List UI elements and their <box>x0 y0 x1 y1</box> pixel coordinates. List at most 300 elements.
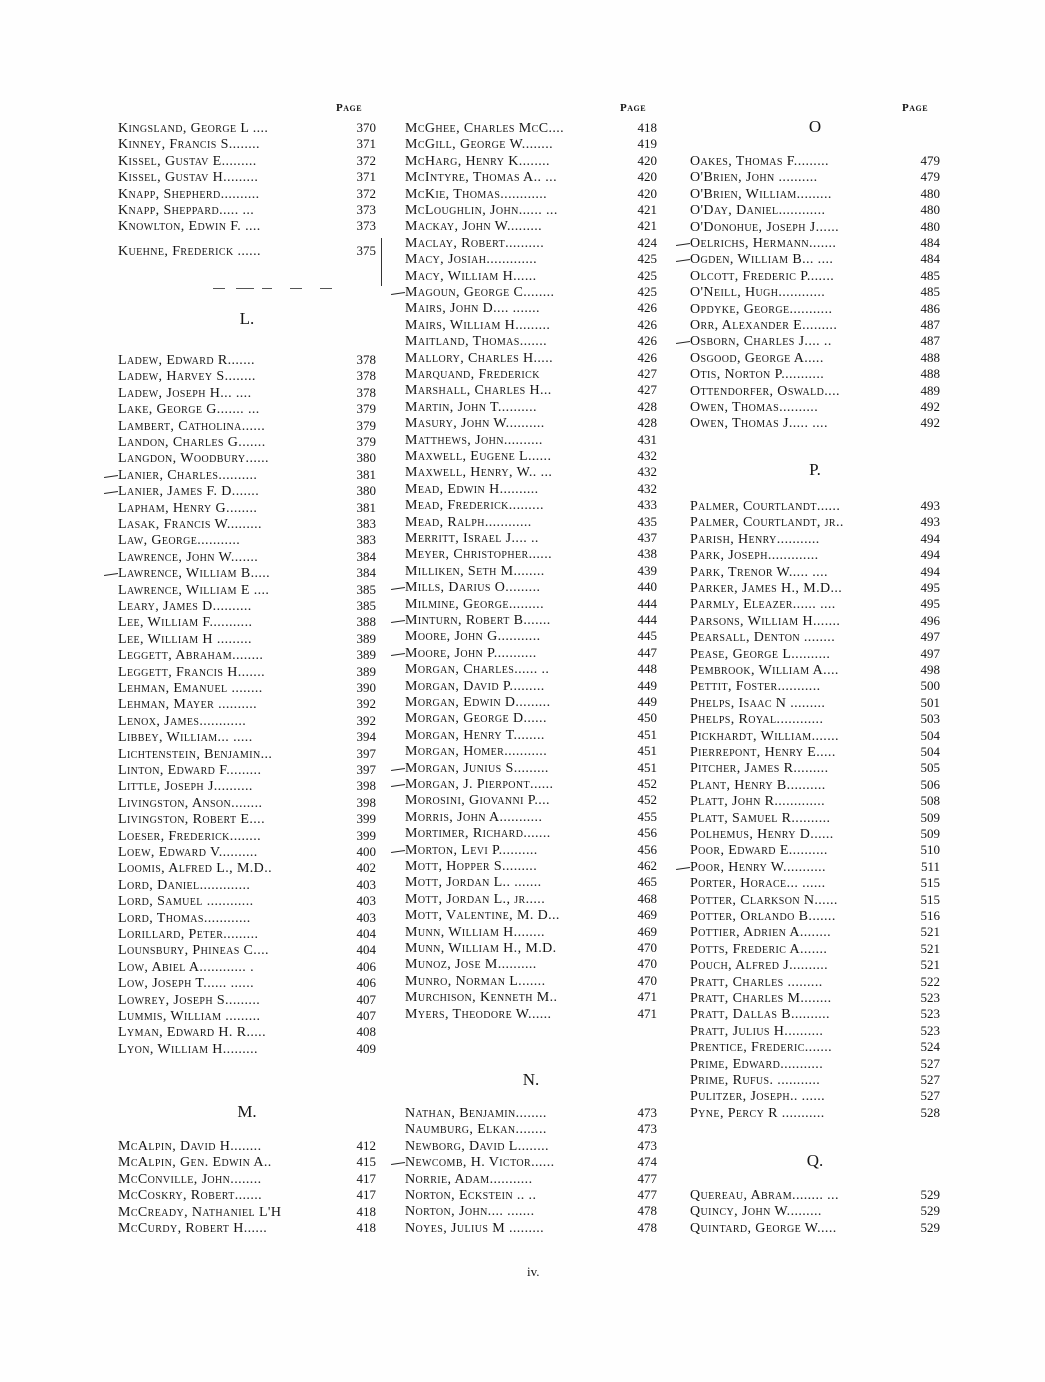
entry-page-number: 418 <box>356 1220 376 1235</box>
index-entry <box>118 153 376 169</box>
index-entry <box>118 992 376 1008</box>
entry-name: Lichtenstein, Benjamin... <box>118 746 273 762</box>
entry-page-number: 403 <box>356 909 376 925</box>
index-entry <box>405 464 657 480</box>
entry-name: Loew, Edward V.......... <box>118 845 258 860</box>
pencil-mark <box>391 587 405 590</box>
index-entry <box>690 202 940 218</box>
entry-name: Pitcher, James R......... <box>690 761 829 777</box>
index-entry <box>405 399 657 415</box>
entry-page-number: 397 <box>356 762 376 777</box>
index-entry <box>690 892 940 908</box>
entry-page-number: 493 <box>920 498 940 513</box>
entry-page-number: 428 <box>637 398 657 414</box>
entry-page-number: 385 <box>356 598 376 613</box>
entry-page-number: 469 <box>637 923 657 939</box>
index-entry <box>118 844 376 860</box>
index-entry <box>405 924 657 940</box>
entry-page-number: 465 <box>637 874 657 890</box>
index-entry <box>690 1105 940 1121</box>
entry-page-number: 524 <box>920 1039 940 1055</box>
index-entry <box>118 202 376 218</box>
index-entry <box>405 596 657 612</box>
index-entry <box>118 647 376 663</box>
entry-page-number: 523 <box>920 1022 940 1038</box>
index-entry <box>118 696 376 712</box>
entry-name: Lasak, Francis W......... <box>118 517 262 532</box>
entry-name: Ladew, Edward R....... <box>118 353 255 368</box>
index-entry <box>118 1187 376 1203</box>
entry-name: Lee, William H ......... <box>118 631 252 647</box>
entry-page-number: 522 <box>920 973 940 989</box>
entry-page-number: 399 <box>356 811 376 827</box>
index-entry <box>118 120 376 136</box>
index-entry <box>405 874 657 890</box>
index-entry <box>405 579 657 595</box>
dash-rule <box>236 288 254 289</box>
index-entry <box>118 910 376 926</box>
index-entry <box>118 713 376 729</box>
index-entry <box>118 664 376 680</box>
index-entry <box>405 858 657 874</box>
entry-name: Noyes, Julius M ......... <box>405 1220 545 1236</box>
pencil-mark <box>104 573 118 576</box>
entry-page-number: 398 <box>356 778 376 794</box>
entry-page-number: 425 <box>637 284 657 299</box>
entry-page-number: 450 <box>637 710 657 726</box>
index-entry <box>690 350 940 366</box>
entry-name: Merritt, Israel J.... .. <box>405 531 539 546</box>
page-column-header: Page <box>620 102 647 114</box>
entry-name: O'Brien, William......... <box>690 186 832 202</box>
entry-page-number: 494 <box>920 547 940 563</box>
entry-page-number: 440 <box>637 579 657 595</box>
entry-name: McCoskry, Robert....... <box>118 1188 263 1204</box>
entry-page-number: 529 <box>920 1187 940 1202</box>
pencil-mark <box>391 653 405 656</box>
entry-name: Mead, Frederick......... <box>405 498 544 514</box>
entry-name: Oakes, Thomas F......... <box>690 154 829 169</box>
entry-name: Leary, James D.......... <box>118 599 252 614</box>
entry-page-number: 379 <box>356 401 376 417</box>
entry-name: Pottier, Adrien A........ <box>690 925 832 941</box>
entry-page-number: 516 <box>920 908 940 923</box>
entry-name: Newcomb, H. Victor...... <box>405 1155 555 1171</box>
entry-name: Prentice, Frederic....... <box>690 1040 833 1056</box>
index-entry <box>690 695 940 711</box>
entry-page-number: 493 <box>920 514 940 530</box>
entry-name: Pratt, Julius H.......... <box>690 1023 824 1039</box>
entry-page-number: 438 <box>637 546 657 562</box>
entry-name: Moore, John P........... <box>405 645 537 661</box>
entry-name: Orr, Alexander E......... <box>690 318 838 333</box>
index-entry <box>405 907 657 923</box>
entry-page-number: 383 <box>356 532 376 548</box>
entry-page-number: 495 <box>920 596 940 612</box>
entry-name: Lyon, William H......... <box>118 1041 258 1057</box>
entry-page-number: 515 <box>920 891 940 907</box>
index-entry <box>405 1220 657 1236</box>
index-entry <box>118 1220 376 1236</box>
index-entry <box>118 1008 376 1024</box>
section-letter: N. <box>522 1070 540 1089</box>
entry-name: Kuehne, Frederick ...... <box>118 243 261 259</box>
index-entry <box>118 959 376 975</box>
pencil-mark <box>391 292 405 295</box>
entry-name: Morosini, Giovanni P.... <box>405 793 550 809</box>
index-entry <box>405 825 657 841</box>
section-letter: Q. <box>806 1151 824 1170</box>
index-entry <box>405 415 657 431</box>
entry-page-number: 498 <box>920 662 940 677</box>
entry-page-number: 515 <box>920 875 940 891</box>
index-entry <box>405 546 657 562</box>
entry-page-number: 427 <box>637 366 657 381</box>
entry-page-number: 392 <box>356 712 376 728</box>
index-entry <box>690 531 940 547</box>
index-entry <box>690 366 940 382</box>
entry-name: O'Brien, John .......... <box>690 170 818 186</box>
entry-page-number: 420 <box>637 152 657 168</box>
index-entry <box>118 1204 376 1220</box>
index-entry <box>405 186 657 202</box>
index-entry <box>405 432 657 448</box>
index-entry <box>405 317 657 333</box>
index-entry <box>690 284 940 300</box>
entry-page-number: 494 <box>920 563 940 579</box>
index-entry <box>118 418 376 434</box>
entry-page-number: 456 <box>637 825 657 841</box>
entry-page-number: 488 <box>920 349 940 365</box>
index-entry <box>118 680 376 696</box>
entry-name: Macy, William H...... <box>405 268 537 284</box>
entry-name: McAlpin, Gen. Edwin A.. <box>118 1155 272 1171</box>
section-letter: O <box>808 117 822 136</box>
entry-page-number: 384 <box>356 548 376 564</box>
index-entry <box>118 926 376 942</box>
entry-name: Knapp, Sheppard..... ... <box>118 203 255 218</box>
entry-name: Lord, Samuel ............ <box>118 894 254 910</box>
index-entry <box>690 1203 940 1219</box>
index-entry <box>405 136 657 152</box>
pencil-mark <box>391 1162 405 1165</box>
index-entry <box>690 941 940 957</box>
entry-name: Mills, Darius O......... <box>405 580 541 596</box>
entry-page-number: 452 <box>637 776 657 791</box>
index-entry <box>690 415 940 431</box>
entry-name: Magoun, George C........ <box>405 285 555 300</box>
entry-name: Munn, William H........ <box>405 924 545 940</box>
index-entry <box>118 434 376 450</box>
entry-page-number: 418 <box>637 120 657 135</box>
index-entry <box>405 300 657 316</box>
entry-page-number: 521 <box>920 957 940 973</box>
entry-page-number: 506 <box>920 776 940 792</box>
entry-name: Palmer, Courtlandt, jr.. <box>690 515 844 531</box>
entry-page-number: 529 <box>920 1219 940 1235</box>
entry-name: McGhee, Charles McC.... <box>405 121 565 136</box>
entry-page-number: 381 <box>356 466 376 482</box>
entry-name: Milmine, George......... <box>405 596 544 612</box>
entry-name: Quintard, George W..... <box>690 1220 837 1236</box>
entry-name: Lehman, Emanuel ........ <box>118 681 263 696</box>
entry-name: McHarg, Henry K........ <box>405 153 550 169</box>
entry-page-number: 437 <box>637 530 657 545</box>
entry-name: Pratt, Dallas B.......... <box>690 1007 830 1023</box>
entry-page-number: 403 <box>356 876 376 892</box>
entry-name: Low, Abiel A............ . <box>118 959 255 975</box>
entry-name: Palmer, Courtlandt...... <box>690 499 841 514</box>
entry-name: Morgan, Charles...... .. <box>405 662 550 678</box>
entry-name: Potter, Clarkson N...... <box>690 892 838 908</box>
entry-name: Morgan, Homer........... <box>405 744 548 760</box>
entry-name: McIntyre, Thomas A.. ... <box>405 170 557 186</box>
entry-name: Park, Joseph............. <box>690 548 819 564</box>
index-entry <box>405 612 657 628</box>
entry-name: McGill, George W........ <box>405 137 553 153</box>
entry-name: Ogden, William B... .... <box>690 252 834 268</box>
entry-page-number: 492 <box>920 399 940 414</box>
index-entry <box>118 860 376 876</box>
entry-page-number: 409 <box>356 1040 376 1056</box>
entry-name: Mott, Hopper S......... <box>405 859 538 874</box>
entry-page-number: 478 <box>637 1203 657 1219</box>
index-entry <box>690 186 940 202</box>
entry-name: Owen, Thomas.......... <box>690 400 819 415</box>
entry-page-number: 421 <box>637 218 657 234</box>
entry-page-number: 372 <box>356 152 376 168</box>
index-entry <box>118 614 376 630</box>
entry-page-number: 371 <box>356 169 376 185</box>
entry-page-number: 428 <box>637 415 657 431</box>
entry-page-number: 462 <box>637 858 657 873</box>
entry-name: Park, Trenor W..... .... <box>690 564 828 580</box>
entry-name: Lanier, James F. D....... <box>118 484 260 500</box>
index-entry <box>690 826 940 842</box>
index-entry <box>690 859 940 875</box>
entry-name: Maclay, Robert.......... <box>405 235 545 251</box>
entry-name: Phelps, Royal............ <box>690 712 824 728</box>
entry-page-number: 426 <box>637 333 657 349</box>
index-entry <box>690 399 940 415</box>
index-entry <box>690 908 940 924</box>
entry-name: Morgan, J. Pierpont...... <box>405 777 554 792</box>
entry-page-number: 448 <box>637 661 657 677</box>
entry-name: Quincy, John W......... <box>690 1204 822 1220</box>
entry-page-number: 485 <box>920 284 940 300</box>
index-entry <box>690 169 940 185</box>
entry-name: Pease, George L.......... <box>690 646 831 662</box>
index-entry <box>690 777 940 793</box>
entry-page-number: 381 <box>356 499 376 515</box>
entry-page-number: 390 <box>356 680 376 695</box>
index-entry <box>405 218 657 234</box>
entry-page-number: 473 <box>637 1121 657 1137</box>
entry-page-number: 380 <box>356 450 376 466</box>
entry-name: Marshall, Charles H... <box>405 383 552 399</box>
entry-name: Low, Joseph T...... ...... <box>118 976 254 992</box>
entry-name: Platt, John R............. <box>690 794 826 810</box>
entry-name: Morgan, David P......... <box>405 678 545 694</box>
index-entry <box>690 957 940 973</box>
entry-name: Leggett, Francis H....... <box>118 664 265 680</box>
entry-page-number: 417 <box>356 1187 376 1203</box>
entry-name: McCready, Nathaniel L'H <box>118 1204 282 1220</box>
entry-name: Moore, John G........... <box>405 629 541 645</box>
entry-page-number: 478 <box>637 1219 657 1235</box>
entry-name: Linton, Edward F......... <box>118 763 262 778</box>
entry-page-number: 371 <box>356 136 376 152</box>
entry-page-number: 479 <box>920 169 940 185</box>
entry-name: Quereau, Abram........ ... <box>690 1188 839 1203</box>
entry-page-number: 455 <box>637 808 657 824</box>
entry-page-number: 449 <box>637 677 657 693</box>
entry-name: Murchison, Kenneth M.. <box>405 990 558 1006</box>
entry-page-number: 477 <box>637 1187 657 1202</box>
index-entry <box>118 893 376 909</box>
index-entry <box>690 662 940 678</box>
entry-name: Lee, William F........... <box>118 615 253 631</box>
entry-page-number: 497 <box>920 629 940 645</box>
entry-page-number: 444 <box>637 595 657 611</box>
entry-page-number: 378 <box>356 368 376 384</box>
entry-name: Phelps, Isaac N ......... <box>690 695 826 711</box>
entry-page-number: 432 <box>637 480 657 496</box>
entry-name: Oelrichs, Hermann....... <box>690 236 837 251</box>
index-entry <box>690 317 940 333</box>
entry-page-number: 417 <box>356 1170 376 1186</box>
index-entry <box>118 1138 376 1154</box>
entry-name: Owen, Thomas J..... .... <box>690 416 828 432</box>
entry-name: Pickhardt, William....... <box>690 728 839 744</box>
index-entry <box>690 514 940 530</box>
entry-name: Kinney, Francis S........ <box>118 137 260 153</box>
pencil-mark <box>391 850 405 853</box>
entry-page-number: 479 <box>920 153 940 168</box>
index-entry <box>118 549 376 565</box>
entry-page-number: 489 <box>920 382 940 398</box>
entry-name: Lenox, James............ <box>118 713 247 729</box>
entry-name: Olcott, Frederic P....... <box>690 268 835 284</box>
entry-name: O'Neill, Hugh............ <box>690 285 826 301</box>
entry-name: Kingsland, George L .... <box>118 121 269 136</box>
entry-name: Kissel, Gustav E......... <box>118 153 257 169</box>
index-entry <box>405 333 657 349</box>
entry-name: Prime, Edward........... <box>690 1056 824 1072</box>
entry-page-number: 372 <box>356 185 376 201</box>
index-entry <box>118 1041 376 1057</box>
entry-page-number: 420 <box>637 185 657 201</box>
index-entry <box>690 251 940 267</box>
entry-name: Platt, Samuel R.......... <box>690 810 831 826</box>
entry-name: Norton, John.... ....... <box>405 1204 535 1220</box>
index-entry <box>690 547 940 563</box>
entry-page-number: 468 <box>637 890 657 906</box>
entry-page-number: 496 <box>920 612 940 628</box>
index-entry <box>118 368 376 384</box>
index-entry <box>118 598 376 614</box>
entry-page-number: 523 <box>920 990 940 1005</box>
entry-name: Osborn, Charles J.... .. <box>690 334 832 350</box>
entry-name: Livingston, Anson........ <box>118 795 263 811</box>
entry-name: Morgan, Junius S......... <box>405 760 549 776</box>
entry-page-number: 403 <box>356 893 376 909</box>
entry-name: Martin, John T.......... <box>405 399 537 415</box>
entry-name: Law, George........... <box>118 533 241 549</box>
entry-page-number: 408 <box>356 1024 376 1040</box>
entry-page-number: 404 <box>356 926 376 941</box>
entry-page-number: 432 <box>637 448 657 463</box>
index-entry <box>405 350 657 366</box>
entry-name: Pierrepont, Henry E..... <box>690 745 836 760</box>
entry-page-number: 456 <box>637 841 657 857</box>
entry-name: Knapp, Shepherd.......... <box>118 186 260 202</box>
pencil-mark <box>676 867 690 870</box>
entry-page-number: 471 <box>637 1005 657 1021</box>
entry-name: Macy, Josiah............. <box>405 252 538 268</box>
entry-name: Lehman, Mayer .......... <box>118 697 258 713</box>
index-entry <box>690 564 940 580</box>
index-entry <box>405 169 657 185</box>
entry-page-number: 529 <box>920 1203 940 1219</box>
entry-name: Knowlton, Edwin F. .... <box>118 219 261 235</box>
entry-name: Mackay, John W......... <box>405 219 543 235</box>
entry-name: Parish, Henry........... <box>690 531 820 547</box>
index-entry <box>690 333 940 349</box>
entry-page-number: 425 <box>637 267 657 283</box>
entry-name: Pratt, Charles M........ <box>690 991 832 1006</box>
index-entry <box>690 678 940 694</box>
entry-name: Maxwell, Eugene L...... <box>405 449 552 464</box>
entry-name: Pyne, Percy R ........... <box>690 1105 825 1121</box>
entry-page-number: 370 <box>356 120 376 135</box>
entry-name: Libbey, William... ..... <box>118 730 253 746</box>
index-entry <box>405 382 657 398</box>
index-entry <box>690 1187 940 1203</box>
entry-name: Parker, James H., M.D... <box>690 581 843 596</box>
entry-name: Mott, Jordan L.. ....... <box>405 875 542 891</box>
entry-page-number: 426 <box>637 349 657 365</box>
index-entry <box>690 1088 940 1104</box>
entry-page-number: 500 <box>920 678 940 694</box>
pencil-mark <box>676 341 690 344</box>
page-column-header: Page <box>336 102 363 114</box>
index-entry <box>690 842 940 858</box>
entry-page-number: 426 <box>637 300 657 316</box>
index-entry <box>405 235 657 251</box>
entry-page-number: 406 <box>356 975 376 991</box>
index-entry <box>405 645 657 661</box>
index-entry <box>118 729 376 745</box>
entry-page-number: 509 <box>920 809 940 825</box>
index-entry <box>405 1154 657 1170</box>
index-entry <box>405 760 657 776</box>
index-entry <box>405 776 657 792</box>
entry-page-number: 508 <box>920 793 940 809</box>
entry-page-number: 420 <box>637 169 657 185</box>
entry-name: Pettit, Foster........... <box>690 679 821 695</box>
entry-name: Norrie, Adam........... <box>405 1171 533 1187</box>
entry-page-number: 427 <box>637 382 657 398</box>
index-entry <box>118 169 376 185</box>
entry-page-number: 373 <box>356 202 376 217</box>
entry-name: Lummis, William ......... <box>118 1009 261 1024</box>
entry-name: Munoz, Jose M.......... <box>405 957 537 973</box>
index-entry <box>118 762 376 778</box>
entry-page-number: 388 <box>356 614 376 630</box>
entry-name: Masury, John W.......... <box>405 416 545 432</box>
index-entry <box>118 582 376 598</box>
